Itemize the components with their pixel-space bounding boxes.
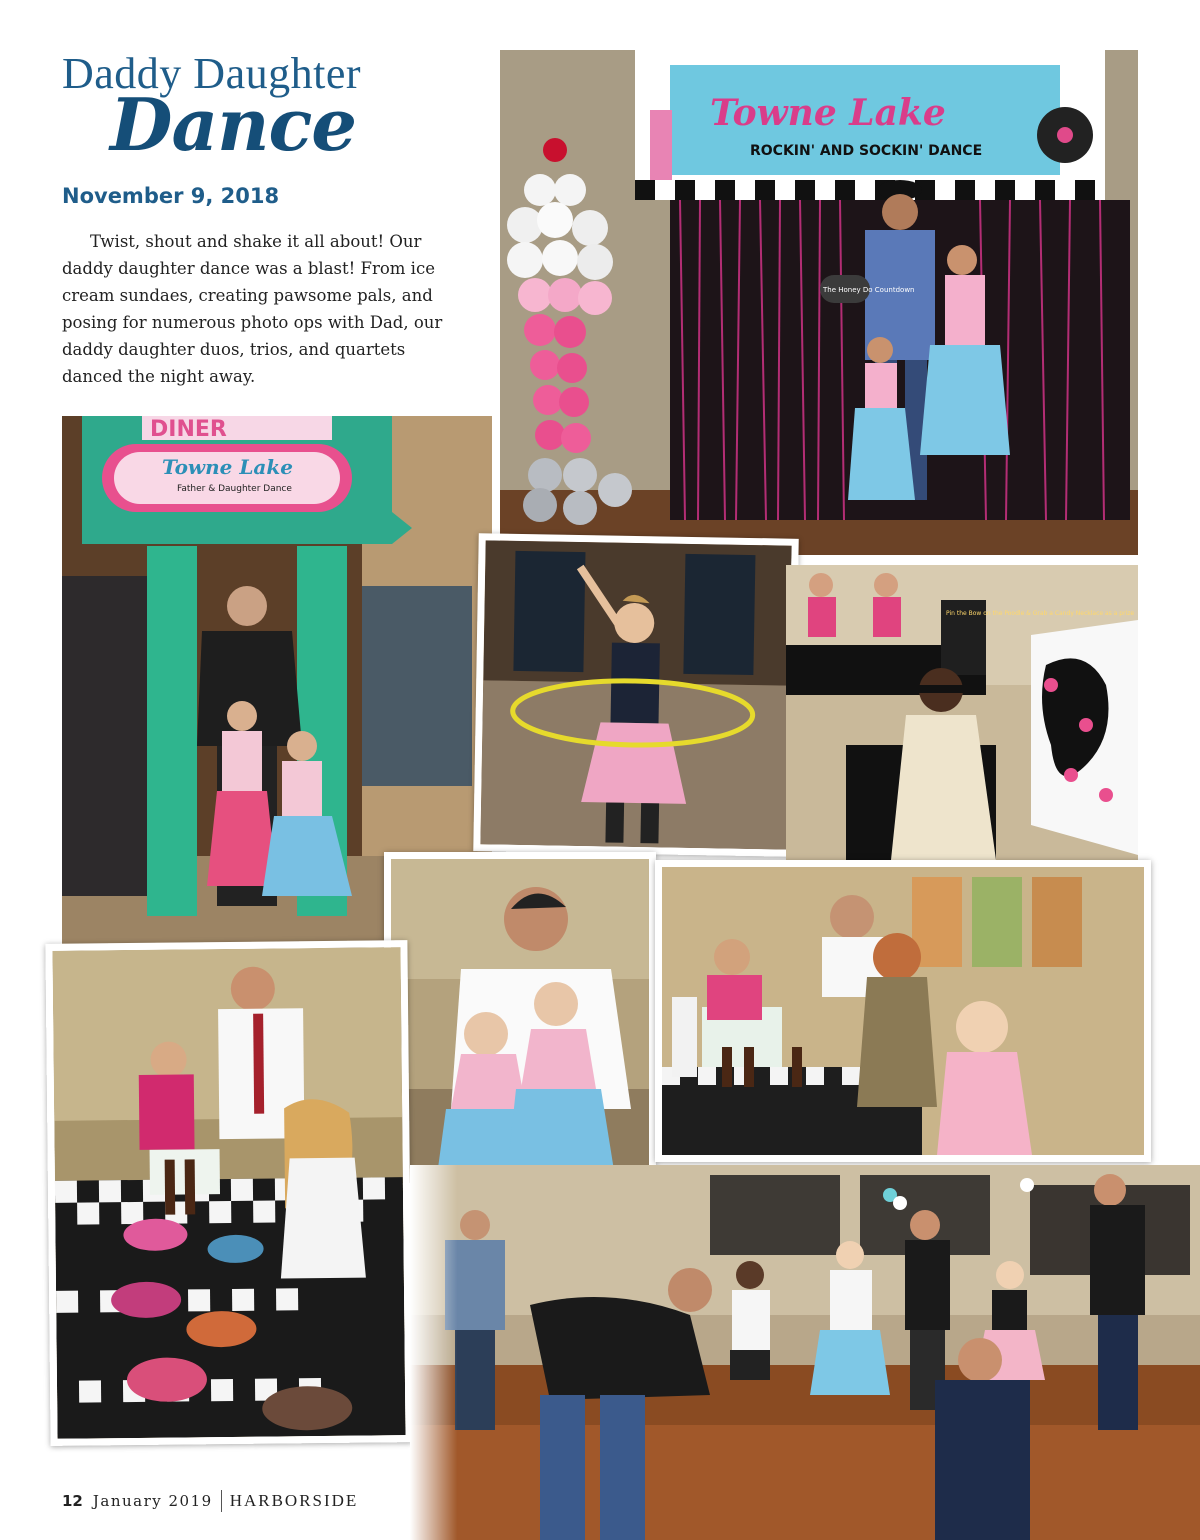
photo-dance-floor bbox=[410, 1165, 1200, 1540]
diner-sign-title-text: Towne Lake bbox=[162, 455, 293, 479]
page-number: 12 bbox=[62, 1492, 83, 1510]
photo-toppings-table bbox=[45, 940, 412, 1446]
photo-dad-hug bbox=[384, 852, 656, 1190]
issue-date: January 2019 bbox=[92, 1492, 213, 1510]
diner-sign-subtitle-text: Father & Daughter Dance bbox=[177, 484, 292, 494]
magazine-name: HARBORSIDE bbox=[229, 1491, 359, 1510]
footer-divider bbox=[221, 1490, 222, 1512]
article-date: November 9, 2018 bbox=[62, 184, 280, 208]
photo-poodle-game bbox=[786, 565, 1138, 860]
banner-subtitle-text: ROCKIN' AND SOCKIN' DANCE bbox=[750, 143, 983, 159]
article-body: Twist, shout and shake it all about! Our daddy daughter dance was a blast! From ice cream sundaes, creating pawsome pals, and posing for numerous photo ops with Dad, our daddy daughter duos, trios, and quartets danced the night away. bbox=[62, 232, 443, 386]
photo-ice-cream-station bbox=[655, 860, 1151, 1162]
banner-title-text: Towne Lake bbox=[710, 92, 946, 134]
article-title-line-1: Daddy Daughter bbox=[62, 49, 362, 98]
photo-hula-hoop bbox=[473, 533, 799, 857]
photo-sign-text: The Honey Do Countdown bbox=[823, 286, 915, 294]
page-footer bbox=[62, 1490, 358, 1512]
chalkboard-text: Pin the Bow on the Poodle & Grab a Candy Necklace as a prize bbox=[946, 610, 1135, 617]
photo-backdrop-banner bbox=[500, 50, 1138, 555]
article-title-line-2: Dance bbox=[110, 82, 357, 167]
diner-sign-top-text: DINER bbox=[150, 417, 227, 442]
